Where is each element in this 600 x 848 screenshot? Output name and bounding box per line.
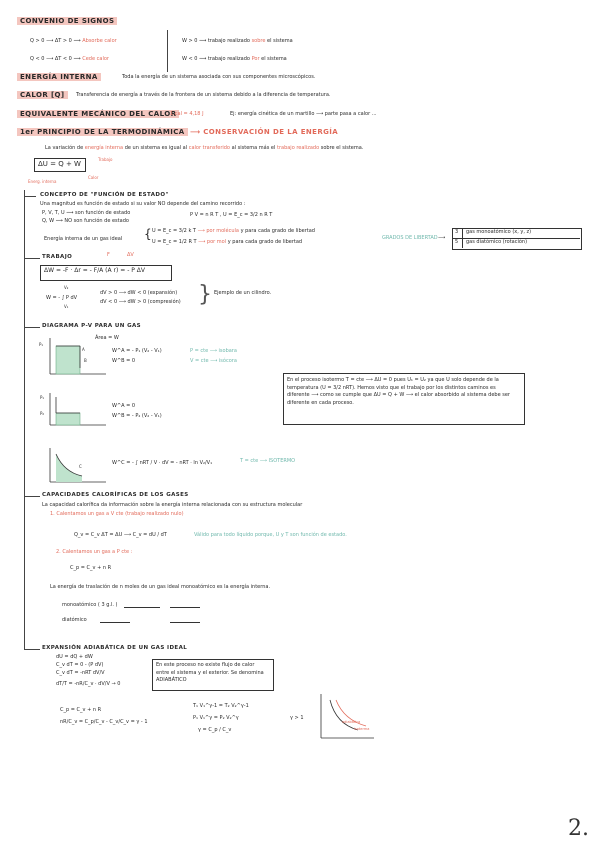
grados-table-col bbox=[462, 228, 463, 248]
trabajo-brace: } bbox=[198, 282, 212, 307]
branch-expansion bbox=[24, 649, 40, 650]
sign-title: CONVENIO DE SIGNOS bbox=[17, 17, 117, 25]
trabajo-exp2: dV < 0 ⟶ dW > 0 (compresión) bbox=[100, 299, 181, 305]
graph2-p1: P₁ bbox=[40, 395, 45, 400]
capacidad-c2: 2. Calentamos un gas a P cte : bbox=[56, 549, 133, 555]
calor-text: Transferencia de energía a través de la frontera de un sistema debido a la diferencia de temperatura. bbox=[76, 92, 331, 98]
equivalente-text: Ej: energía cinética de un martillo ⟶ parte pasa a calor ... bbox=[230, 111, 377, 117]
q-negative: Q < 0 ⟶ ΔT < 0 ⟿ Cede calor bbox=[30, 56, 109, 62]
calor-label: CALOR [Q] bbox=[17, 91, 68, 99]
expansion-g2: nR/C_v = C_p/C_v - C_v/C_v = γ - 1 bbox=[60, 719, 148, 725]
diagrama-area: Área = W bbox=[95, 335, 119, 341]
diagrama-note-isoterma: T = cte ⟶ ISOTERMO bbox=[240, 458, 296, 464]
capacidad-f1: Q_v = C_v ΔT = ΔU ⟶ C_v = dU / dT bbox=[74, 532, 167, 538]
mono-blank-2 bbox=[170, 607, 200, 608]
grados-arrow: ⟶ bbox=[438, 235, 446, 241]
label-calor: Calor bbox=[88, 175, 99, 180]
expansion-h1: T₁ V₁^γ-1 = T₂ V₂^γ-1 bbox=[193, 703, 249, 709]
expansion-l3: C_v dT = -nRT dV/V bbox=[56, 670, 105, 676]
capacidad-di: diatómico bbox=[62, 617, 87, 623]
diagrama-iso3: W^C = - ∫ nRT / V · dV = - nRT · ln V₂/V₁ bbox=[112, 460, 213, 466]
principio-label: 1er PRINCIPIO DE LA TERMODINÁMICA bbox=[17, 128, 188, 136]
capacidad-c1: 1. Calentamos un gas a V cte (trabajo realizado nulo) bbox=[50, 511, 184, 517]
di-blank-2 bbox=[170, 622, 200, 623]
expansion-h2: P₁ V₁^γ = P₂ V₂^γ bbox=[193, 715, 239, 721]
trabajo-integral: W = - ∫ P dV bbox=[46, 295, 78, 301]
expansion-box-text: En este proceso no existe flujo de calor entre el sistema y el exterior. Se denomina ADIABÁTICO bbox=[156, 662, 264, 683]
graph2-p2: P₂ bbox=[40, 411, 45, 416]
principio-sentence: La variación de energía interna de un sistema es igual al calor transferido al sistema más el trabajo realizado sobre el sistema. bbox=[45, 145, 364, 151]
energia-text: Toda la energía de un sistema asociada con sus componentes microscópicos. bbox=[122, 74, 316, 80]
grados-row-2-n: 5 bbox=[455, 239, 459, 245]
trabajo-f: F bbox=[107, 252, 110, 258]
graph2-area bbox=[56, 413, 80, 425]
diagrama-note-isobara: P = cte ⟶ isobara bbox=[190, 348, 237, 354]
energia-label: ENERGÍA INTERNA bbox=[17, 73, 101, 81]
ideal-brace: { bbox=[144, 227, 152, 241]
expansion-h3: γ = C_p / C_v bbox=[198, 727, 232, 733]
grados-row-2-t: gas diatómico (rotación) bbox=[466, 239, 528, 245]
adiabatic-graph bbox=[318, 694, 378, 742]
estado-title: CONCEPTO DE "FUNCIÓN DE ESTADO" bbox=[40, 192, 169, 198]
q-positive: Q > 0 ⟶ ΔT > 0 ⟿ Absorbe calor bbox=[30, 38, 117, 44]
pv-graph-isocora bbox=[46, 393, 106, 429]
diagrama-title: DIAGRAMA P-V PARA UN GAS bbox=[42, 323, 142, 329]
page-number: 2. bbox=[568, 816, 589, 841]
ideal-row-2: U = E_c = 1/2 R T ⟶ por mol y para cada grado de libertad bbox=[152, 239, 303, 245]
pv-graph-isobara bbox=[46, 338, 106, 378]
ideal-label: Energía interna de un gas ideal bbox=[44, 236, 123, 242]
expansion-g1: C_p = C_v + n R bbox=[60, 707, 102, 713]
capacidad-f1-note: Válido para todo líquido porque, U y T son función de estado. bbox=[194, 532, 347, 538]
expansion-l1: dU = dQ + dW bbox=[56, 654, 93, 660]
graph1-area bbox=[56, 346, 80, 374]
w-positive: W > 0 ⟿ trabajo realizado sobre el sistema bbox=[182, 38, 293, 44]
adiabatic-label: adiabática bbox=[342, 720, 361, 724]
sign-divider bbox=[167, 30, 168, 72]
trabajo-cilindro: Ejemplo de un cilindro. bbox=[214, 290, 272, 296]
diagrama-iso2b: W^B = - P₂ (V₂ - V₁) bbox=[112, 413, 162, 419]
graph3-label-c: C bbox=[79, 464, 82, 469]
capacidad-title: CAPACIDADES CALORÍFICAS DE LOS GASES bbox=[42, 492, 189, 498]
estado-line1: Una magnitud es función de estado si su valor NO depende del camino recorrido : bbox=[40, 201, 246, 207]
diagrama-iso1b: W^B = 0 bbox=[112, 358, 136, 364]
trabajo-exp1: dV > 0 ⟶ dW < 0 (expansión) bbox=[100, 290, 178, 296]
label-trabajo: Trabajo bbox=[98, 157, 113, 162]
estado-pvnrt: P V = n R T , U = E_c = 3/2 n R T bbox=[190, 212, 273, 218]
capacidad-f2: C_p = C_v + n R bbox=[70, 565, 112, 571]
branch-diagrama bbox=[24, 327, 40, 328]
diagrama-iso1: W^A = - P₁ (V₂ - V₁) bbox=[112, 348, 162, 354]
graph1-label-b: B bbox=[84, 358, 87, 363]
graph1-p1: P₁ bbox=[39, 342, 44, 347]
expansion-l4: dT/T = -nR/C_v · dV/V → 0 bbox=[56, 681, 121, 687]
branch-capacidad bbox=[24, 496, 40, 497]
trabajo-formula: ΔW = -F · Δr = - F/A (A r) = - P ΔV bbox=[44, 267, 145, 274]
trabajo-title: TRABAJO bbox=[42, 254, 73, 260]
grados-row-1-n: 3 bbox=[455, 229, 459, 235]
capacidad-energia: La energía de traslación de n moles de un gas ideal monoatómico es la energía interna. bbox=[50, 584, 271, 590]
integral-bottom: V₁ bbox=[64, 304, 69, 309]
trabajo-dv: ΔV bbox=[127, 252, 134, 258]
equivalente-label: EQUIVALENTE MECÁNICO DEL CALOR bbox=[17, 110, 179, 118]
diagrama-note-isocora: V = cte ⟶ isócora bbox=[190, 358, 237, 364]
expansion-l2: C_v dT = 0 - (P dV) bbox=[56, 662, 104, 668]
expansion-title: EXPANSIÓN ADIABÁTICA DE UN GAS IDEAL bbox=[42, 645, 188, 651]
capacidad-mono: monoatómico ( 3 g.l. ) bbox=[62, 602, 118, 608]
note-box-text: En el proceso isotermo T = cte ⟶ ΔU = 0 pues U₁ = U₂ ya que U solo depende de la temperatura (U = 3/2 nRT). Hemos visto que el trabajo por los distintos caminos es diferente ⟶ como se cumple que ΔU = Q + W ⟶ el calor absorbido al sistema debe ser diferente en cada proceso. bbox=[287, 377, 510, 406]
branch-trabajo bbox=[24, 258, 40, 259]
capacidad-intro: La capacidad calorífica da información sobre la energía interna relacionada con su estructura molecular bbox=[42, 502, 303, 508]
principio-arrow: ⟶ CONSERVACIÓN DE LA ENERGÍA bbox=[190, 128, 339, 136]
expansion-gamma: γ > 1 bbox=[290, 715, 304, 721]
mono-blank bbox=[124, 607, 160, 608]
estado-line2: P, V, T, U ⟿ son función de estado bbox=[42, 210, 131, 216]
principio-formula: ΔU = Q + W bbox=[38, 160, 81, 168]
estado-line3: Q, W ⟿ NO son función de estado bbox=[42, 218, 129, 224]
integral-top: V₂ bbox=[64, 285, 69, 290]
pv-graph-isoterma bbox=[46, 448, 106, 486]
graph1-label-a: A bbox=[82, 347, 85, 352]
grados-row-1-t: gas monoatómico (x, y, z) bbox=[466, 229, 532, 235]
grados-label: GRADOS DE LIBERTAD bbox=[382, 235, 438, 241]
ideal-row-1: U = E_c = 3/2 k T ⟶ por molécula y para cada grado de libertad bbox=[152, 228, 315, 234]
branch-estado bbox=[24, 196, 36, 197]
w-negative: W < 0 ⟿ trabajo realizado Por el sistema bbox=[182, 56, 287, 62]
tree-trunk bbox=[24, 190, 25, 650]
diagrama-iso2: W^A = 0 bbox=[112, 403, 136, 409]
isotherm-label: isoterma bbox=[354, 727, 370, 731]
equivalente-value: 1 cal = 4,18 J bbox=[170, 111, 204, 117]
adiabatic-curve bbox=[330, 700, 361, 730]
label-energia-interna: Energ. interna bbox=[28, 179, 57, 184]
di-blank bbox=[100, 622, 130, 623]
